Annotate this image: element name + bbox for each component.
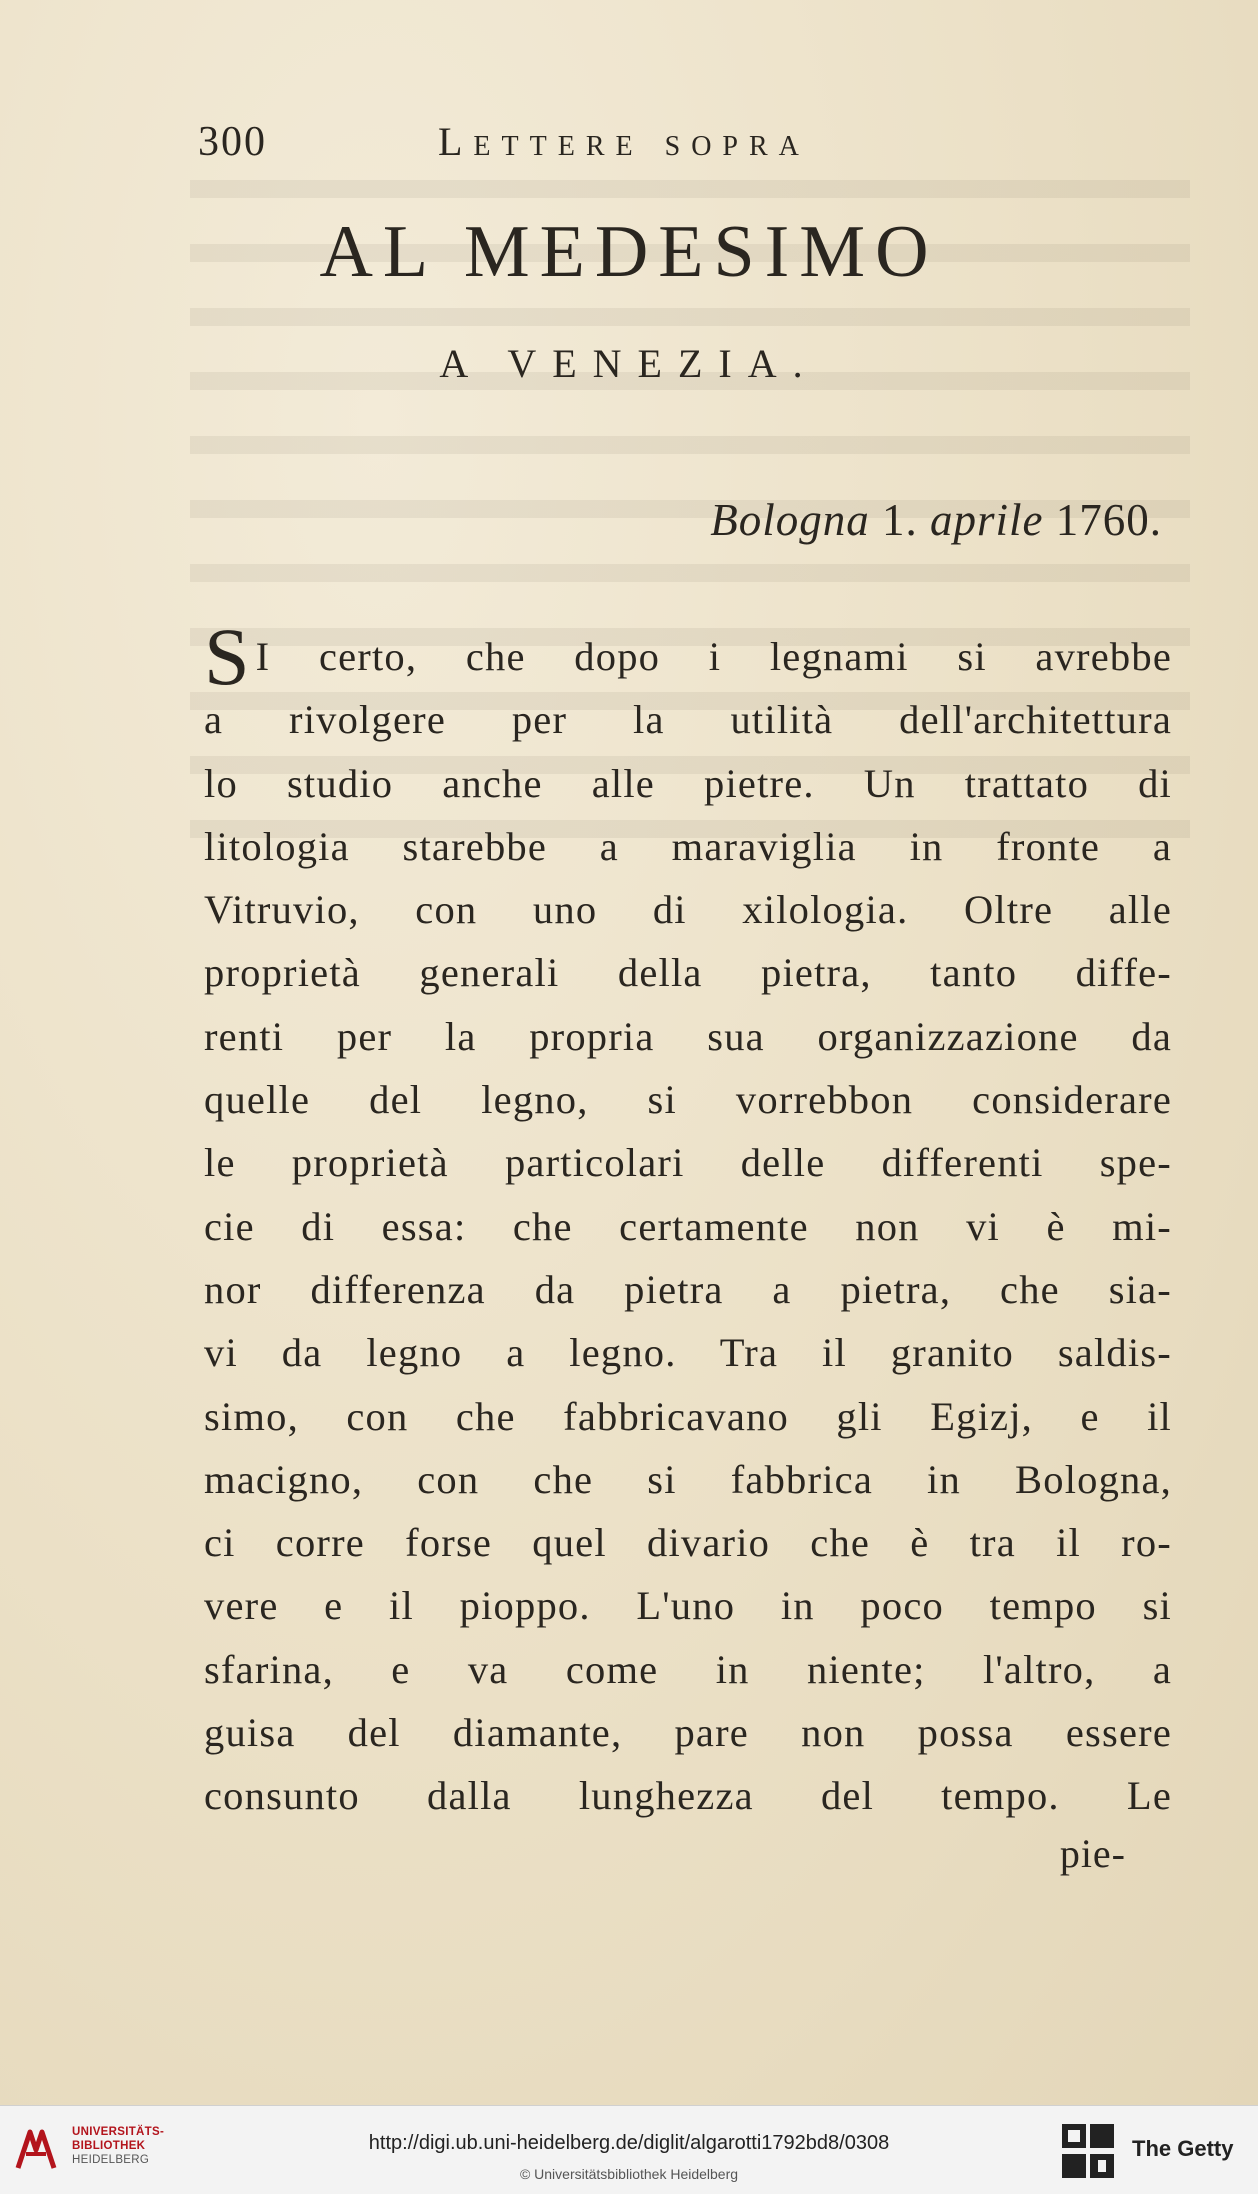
text-line-content: I certo, che dopo i legnami si avrebbe bbox=[255, 634, 1172, 679]
text-line: Vitruvio, con uno di xilologia. Oltre alle bbox=[204, 887, 1172, 933]
library-name-line: HEIDELBERG bbox=[72, 2154, 150, 2166]
text-line: renti per la propria sua organizzazione da bbox=[204, 1013, 1172, 1059]
library-name-line: UNIVERSITÄTS- bbox=[72, 2126, 165, 2138]
permalink-url[interactable]: http://digi.ub.uni-heidelberg.de/diglit/algarotti1792bd8/0308 bbox=[368, 2132, 890, 2154]
dateline-year: 1760. bbox=[1055, 495, 1162, 545]
text-line: macigno, con che si fabbrica in Bologna, bbox=[204, 1456, 1172, 1502]
partner-name: The Getty bbox=[1132, 2136, 1234, 2161]
text-line: le proprietà particolari delle differenti spe- bbox=[204, 1140, 1172, 1186]
text-line: cie di essa: che certamente non vi è mi- bbox=[204, 1203, 1172, 1249]
letter-title: AL MEDESIMO bbox=[319, 211, 939, 293]
copyright-notice: © Universitätsbibliothek Heidelberg bbox=[519, 2166, 739, 2182]
text-line: litologia starebbe a maraviglia in fronte a bbox=[204, 823, 1172, 869]
viewer-footer bbox=[0, 2105, 1258, 2194]
drop-cap: S bbox=[204, 611, 250, 702]
running-head bbox=[198, 118, 1158, 178]
catchword: pie- bbox=[1059, 1831, 1126, 1876]
text-line: lo studio anche alle pietre. Un trattato di bbox=[204, 760, 1172, 806]
dateline bbox=[710, 492, 1162, 548]
library-name-line: BIBLIOTHEK bbox=[72, 2140, 146, 2152]
letter-subtitle: A VENEZIA. bbox=[439, 341, 819, 386]
letter-body bbox=[204, 611, 1172, 1828]
text-line: guisa del diamante, pare non possa essere bbox=[204, 1710, 1172, 1756]
page-number: 300 bbox=[198, 119, 267, 165]
text-line: sfarina, e va come in niente; l'altro, a bbox=[204, 1646, 1172, 1692]
running-title: Lettere sopra bbox=[438, 119, 810, 164]
text-line: simo, con che fabbricavano gli Egizj, e il bbox=[204, 1393, 1172, 1439]
dateline-place: Bologna bbox=[710, 495, 870, 545]
text-line: vi da legno a legno. Tra il granito saldis- bbox=[204, 1330, 1172, 1376]
text-line: nor differenza da pietra a pietra, che sia- bbox=[204, 1266, 1172, 1312]
text-line: ci corre forse quel divario che è tra il ro- bbox=[204, 1520, 1172, 1566]
dateline-day: 1. bbox=[882, 495, 918, 545]
getty-logo-icon bbox=[1060, 2122, 1116, 2182]
text-line: a rivolgere per la utilità dell'architettura bbox=[204, 697, 1172, 743]
text-line: proprietà generali della pietra, tanto diffe- bbox=[204, 950, 1172, 996]
dateline-month: aprile bbox=[930, 495, 1044, 545]
text-line: vere e il pioppo. L'uno in poco tempo si bbox=[204, 1583, 1172, 1629]
text-line: consunto dalla lunghezza del tempo. Le bbox=[204, 1773, 1172, 1819]
text-line bbox=[204, 611, 1172, 702]
text-line: quelle del legno, si vorrebbon considerare bbox=[204, 1077, 1172, 1123]
